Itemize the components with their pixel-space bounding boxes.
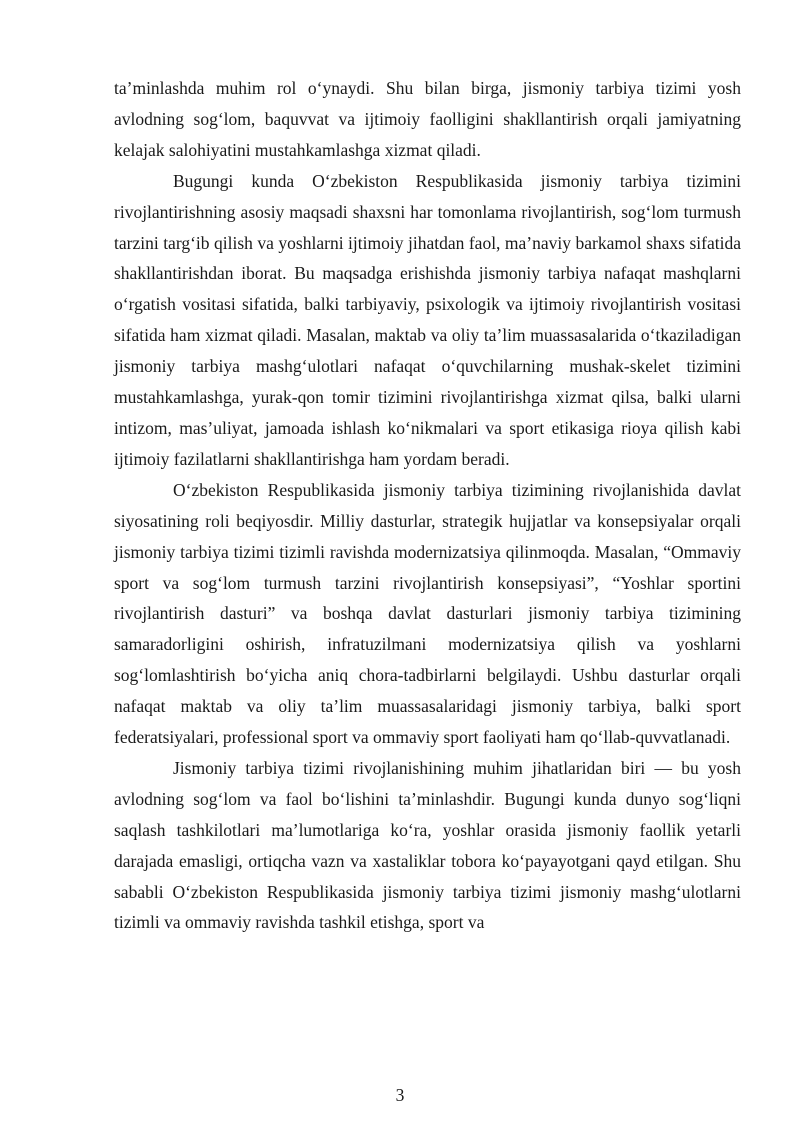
paragraph-goals: Bugungi kunda O‘zbekiston Respublikasida jismoniy tarbiya tizimini rivojlantirishning asosiy maqsadi shaxsni har tomonlama rivojlantirish, sog‘lom turmush tarzini targ‘ib qilish va yoshlarni ijtimoiy jihatdan faol, ma’naviy barkamol shaxs sifatida shakllantirishdan iborat. Bu maqsadga erishishda jismoniy tarbiya nafaqat mashqlarni o‘rgatish vositasi sifatida, balki tarbiyaviy, psixologik va ijtimoiy rivojlantirish vositasi sifatida ham xizmat qiladi. Masalan, maktab va oliy ta’lim muassasalarida o‘tkaziladigan jismoniy tarbiya mashg‘ulotlari nafaqat o‘quvchilarning mushak-skelet tizimini mustahkamlashga, yurak-qon tomir tizimini rivojlantirishga xizmat qilsa, balki ularni intizom, mas’uliyat, jamoada ishlash ko‘nikmalari va sport etikasiga rioya qilish kabi ijtimoiy fazilatlarni shakllantirishga ham yordam beradi.: [114, 170, 741, 469]
paragraph-youth-health: Jismoniy tarbiya tizimi rivojlanishining muhim jihatlaridan biri — bu yosh avlodning sog‘lom va faol bo‘lishini ta’minlashdir. Bugungi kunda dunyo sog‘liqni saqlash tashkilotlari ma’lumotlariga ko‘ra, yoshlar orasida jismoniy faollik yetarli darajada emasligi, ortiqcha vazn va xastaliklar tobora ko‘payayotgani qayd etilgan. Shu sababli O‘zbekiston Respublikasida jismoniy tarbiya tizimi jismoniy mashg‘ulotlarni tizimli va ommaviy ravishda tashkil etishga, sport va: [114, 757, 741, 933]
page-number: 3: [395, 1085, 405, 1105]
body-text: [114, 73, 741, 938]
paragraph-state-policy: O‘zbekiston Respublikasida jismoniy tarbiya tizimining rivojlanishida davlat siyosatining roli beqiyosdir. Milliy dasturlar, strategik hujjatlar va konsepsiyalar orqali jismoniy tarbiya tizimi tizimli ravishda modernizatsiya qilinmoqda. Masalan, “Ommaviy sport va sog‘lom turmush tarzini rivojlantirish konsepsiyasi”, “Yoshlar sportini rivojlantirish dasturi” va boshqa davlat dasturlari jismoniy tarbiya tizimining samaradorligini oshirish, infratuzilmani modernizatsiya qilish va yoshlarni sog‘lomlashtirish bo‘yicha aniq chora-tadbirlarni belgilaydi. Ushbu dasturlar orqali nafaqat maktab va oliy ta’lim muassasalaridagi jismoniy tarbiya, balki sport federatsiyalari, professional sport va ommaviy sport faoliyati ham qo‘llab-quvvatlanadi.: [114, 479, 741, 748]
paragraph-continuation: ta’minlashda muhim rol o‘ynaydi. Shu bilan birga, jismoniy tarbiya tizimi yosh avlodning sog‘lom, baquvvat va ijtimoiy faolligini shakllantirish orqali jamiyatning kelajak salohiyatini mustahkamlashga xizmat qiladi.: [114, 78, 741, 160]
